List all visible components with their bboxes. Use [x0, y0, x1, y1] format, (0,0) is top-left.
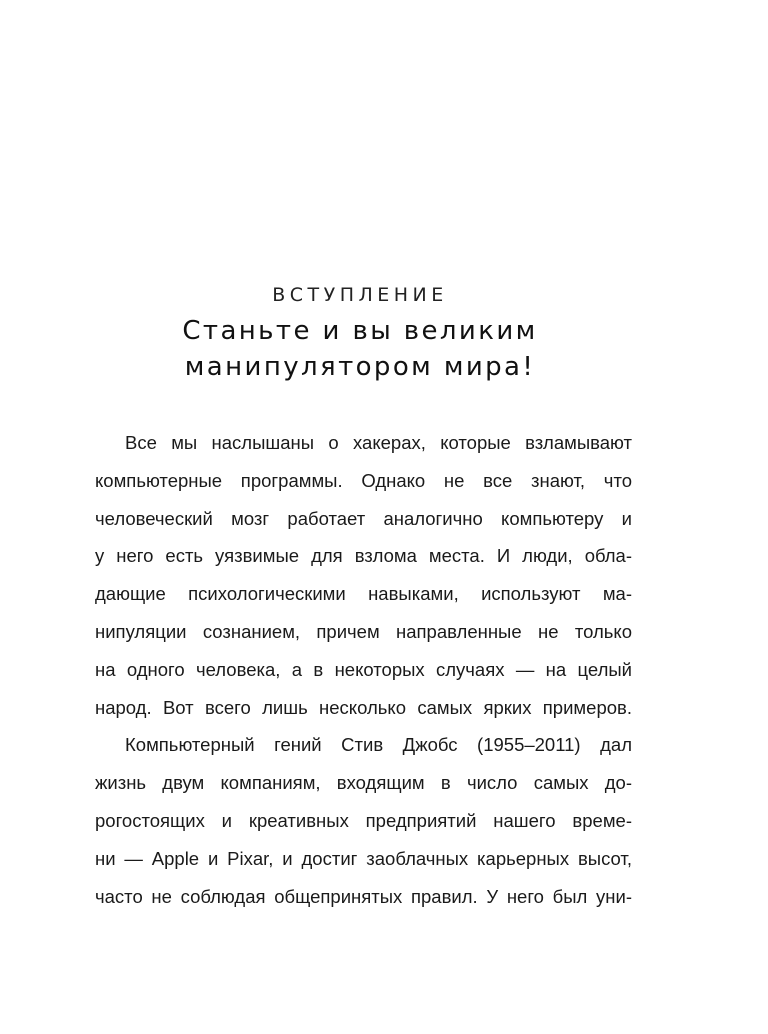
paragraph-2-line: часто не соблюдая общепринятых правил. У него был уни- — [95, 885, 632, 907]
paragraph-1-line: народ. Вот всего лишь несколько самых ярких примеров. — [95, 696, 632, 718]
paragraph-1-line: человеческий мозг работает аналогично компьютеру и — [95, 507, 632, 529]
paragraph-2-line: рогостоящих и креативных предприятий нашего време- — [95, 809, 632, 831]
paragraph-2-line: жизнь двум компаниям, входящим в число самых до- — [95, 772, 632, 794]
paragraph-1-line: нипуляции сознанием, причем направленные не только — [95, 620, 632, 642]
chapter-title-line-2: манипулятором мира! — [184, 352, 536, 382]
paragraph-2-line: ни — Apple и Pixar, и достиг заоблачных карьерных высот, — [95, 847, 632, 869]
paragraph-1-line: дающие психологическими навыками, используют ма- — [95, 583, 632, 605]
body-text — [95, 424, 632, 915]
section-label: ВСТУПЛЕНИЕ — [272, 284, 448, 306]
paragraph-1-line: на одного человека, а в некоторых случаях — на целый — [95, 658, 632, 680]
paragraph-1-line: компьютерные программы. Однако не все знают, что — [95, 469, 632, 491]
paragraph-1-line: Все мы наслышаны о хакерах, которые взламывают — [125, 432, 632, 453]
paragraph-1-line: у него есть уязвимые для взлома места. И люди, обла- — [95, 545, 632, 567]
chapter-heading — [0, 281, 720, 385]
chapter-title-line-1: Станьте и вы великим — [182, 316, 538, 346]
paragraph-2-line: Компьютерный гений Стив Джобс (1955–2011) дал — [125, 734, 632, 756]
